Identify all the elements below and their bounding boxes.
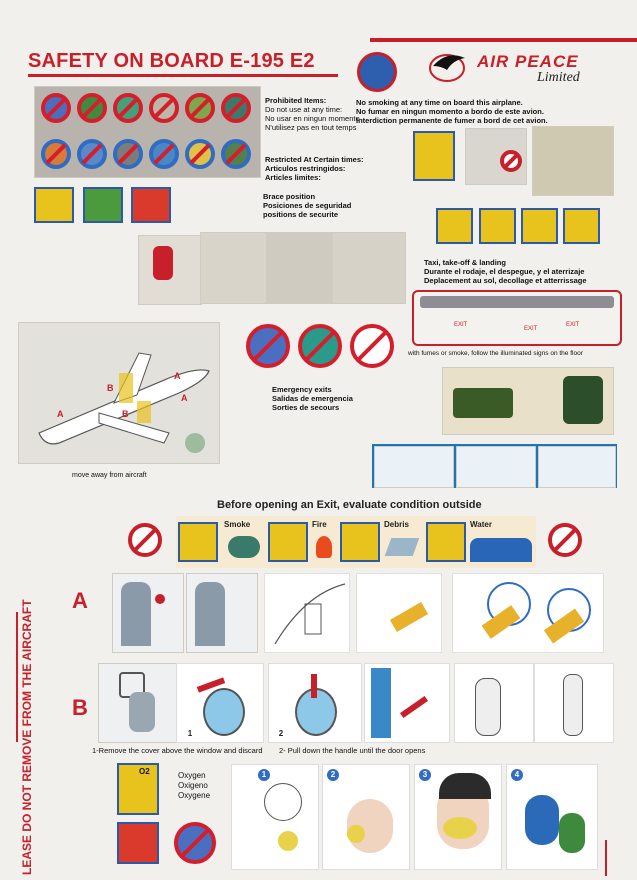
step-number-1: 1 xyxy=(187,729,193,738)
restricted-headphones-icon xyxy=(149,139,179,169)
door-b-step-6 xyxy=(534,663,614,743)
restricted-player-icon xyxy=(221,139,251,169)
brace-takeoff-icon xyxy=(83,187,123,223)
no-luggage-icon xyxy=(298,324,342,368)
oxygen-step-1 xyxy=(231,764,319,870)
oxygen-mask-icon xyxy=(117,763,159,815)
prohibited-touch-icon xyxy=(149,93,179,123)
hazard-water-label: Water xyxy=(470,520,492,529)
aircraft-exit-diagram xyxy=(18,322,220,464)
fire-window-icon xyxy=(268,522,308,562)
no-smoking-icon xyxy=(357,52,397,92)
fire-flame-icon xyxy=(316,536,332,558)
oxygen-step-2 xyxy=(322,764,410,870)
smoke-window-icon xyxy=(178,522,218,562)
no-exit-right-icon xyxy=(548,523,582,557)
prohibited-items-panel xyxy=(34,86,261,178)
mask-step-4: 4 xyxy=(511,769,523,781)
hazard-fire-label: Fire xyxy=(312,520,327,529)
brace-picture-4 xyxy=(332,232,406,304)
brand-name: AIR PEACE xyxy=(477,52,579,71)
mask-step-3: 3 xyxy=(419,769,431,781)
no-high-heels-icon xyxy=(350,324,394,368)
door-b-step-4 xyxy=(364,663,450,743)
brace-text: Brace position Posiciones de seguridad positions de securite xyxy=(263,192,352,219)
brand-subtitle: Limited xyxy=(537,70,580,85)
brace-picture-2 xyxy=(200,232,268,304)
brace-picture-1 xyxy=(138,235,202,305)
floor-lighting-diagram xyxy=(412,290,622,346)
hazard-strip xyxy=(176,516,536,568)
seatbelt-step-1 xyxy=(374,446,454,488)
door-label-b-2: B xyxy=(122,409,129,419)
emergency-exits-text: Emergency exits Salidas de emergencia Sorties de secours xyxy=(272,385,353,412)
seatbelt-step-2 xyxy=(456,446,536,488)
door-b-step-5 xyxy=(454,663,534,743)
no-exit-left-icon xyxy=(128,523,162,557)
exit-label-1: EXIT xyxy=(454,322,468,328)
right-rule xyxy=(605,840,607,876)
door-label-b-1: B xyxy=(107,383,114,393)
brace-landing-icon xyxy=(34,187,74,223)
restricted-laptop-icon xyxy=(77,139,107,169)
no-smoking-exit-icon xyxy=(246,324,290,368)
airline-logo xyxy=(425,46,625,92)
oxygen-seatbelt-icon xyxy=(117,822,159,864)
move-away-caption: move away from aircraft xyxy=(72,472,147,479)
oxygen-text: Oxygen Oxigeno Oxygene xyxy=(178,771,211,800)
seatbelt-step-3 xyxy=(538,446,616,488)
mask-step-2: 2 xyxy=(327,769,339,781)
restricted-gps-icon xyxy=(185,139,215,169)
mask-step-1: 1 xyxy=(258,769,270,781)
restricted-text: Restricted At Certain times: Articulos restringidos: Articles limites: xyxy=(265,155,364,182)
door-a-label: A xyxy=(72,588,88,613)
step-2-caption: 2- Pull down the handle until the door opens xyxy=(279,746,426,755)
door-a-step-2 xyxy=(186,573,258,653)
taxi-landing-icon xyxy=(479,208,516,244)
brace-picture-3 xyxy=(266,232,334,304)
fumes-caption: with fumes or smoke, follow the illuminated signs on the floor xyxy=(408,350,583,357)
debris-window-icon xyxy=(340,522,380,562)
no-smoking-text: No smoking at any time on board this airplane. No fumar en ningun momento a bordo de este avion. Interdiction permanente de fumer a bord de cet avion. xyxy=(356,98,548,125)
water-waves-icon xyxy=(470,538,532,562)
brace-seatbelt-icon xyxy=(131,187,171,223)
hazard-debris-label: Debris xyxy=(384,520,409,529)
lavatory-sign-icon xyxy=(413,131,455,181)
prohibited-device-icon xyxy=(41,93,71,123)
prohibited-mobile-icon xyxy=(185,93,215,123)
o2-label: O2 xyxy=(139,767,150,776)
before-exit-heading: Before opening an Exit, evaluate condition outside xyxy=(217,499,482,511)
door-a-step-4 xyxy=(356,573,442,653)
smoke-cloud-icon xyxy=(228,536,260,558)
taxi-seatbelt-icon xyxy=(563,208,600,244)
debris-pieces-icon xyxy=(385,538,420,556)
door-a-step-1 xyxy=(112,573,184,653)
step-1-caption: 1-Remove the cover above the window and discard xyxy=(92,746,263,755)
prohibited-tablet-icon xyxy=(221,93,251,123)
exit-label-2: EXIT xyxy=(524,326,538,332)
restricted-computer-icon xyxy=(113,139,143,169)
side-warning-text: LEASE DO NOT REMOVE FROM THE AIRCRAFT xyxy=(20,599,34,875)
door-b-label: B xyxy=(72,695,88,720)
bird-logo-icon xyxy=(425,46,471,86)
prohibited-radio-icon xyxy=(77,93,107,123)
water-window-icon xyxy=(426,522,466,562)
page-title: SAFETY ON BOARD E-195 E2 xyxy=(28,50,315,72)
hazard-smoke-label: Smoke xyxy=(224,520,251,529)
top-right-rule xyxy=(370,38,637,42)
evacuation-slide-picture xyxy=(442,367,614,435)
title-underline xyxy=(28,74,338,77)
taxi-takeoff-icon xyxy=(521,208,558,244)
lavatory-picture xyxy=(532,126,614,196)
door-a-step-5 xyxy=(452,573,604,653)
prohibited-phone-icon xyxy=(113,93,143,123)
oxygen-step-4 xyxy=(506,764,598,870)
door-a-step-3 xyxy=(264,573,350,653)
prohibited-text: Prohibited Items: Do not use at any time: No usar en ningun momento N'utilisez pas en tout temps xyxy=(265,96,360,132)
taxi-info-icon xyxy=(436,208,473,244)
restricted-camera-icon xyxy=(41,139,71,169)
step-number-2: 2 xyxy=(278,729,284,738)
exit-label-3: EXIT xyxy=(566,322,580,328)
taxi-text: Taxi, take-off & landing Durante el rodaje, el despegue, y el aterrizaje Deplacement au sol, decollage et atterrissage xyxy=(424,258,587,285)
oxygen-no-smoking-icon xyxy=(174,822,216,864)
seatbelt-instructions-bar xyxy=(372,444,617,488)
door-label-a-2: A xyxy=(57,409,64,419)
oxygen-step-3 xyxy=(414,764,502,870)
door-label-a-3: A xyxy=(181,393,188,403)
door-b-step-1 xyxy=(98,663,178,743)
door-label-a-1: A xyxy=(174,371,181,381)
aircraft-outline-icon xyxy=(19,323,219,463)
no-tampering-icon xyxy=(500,150,522,172)
